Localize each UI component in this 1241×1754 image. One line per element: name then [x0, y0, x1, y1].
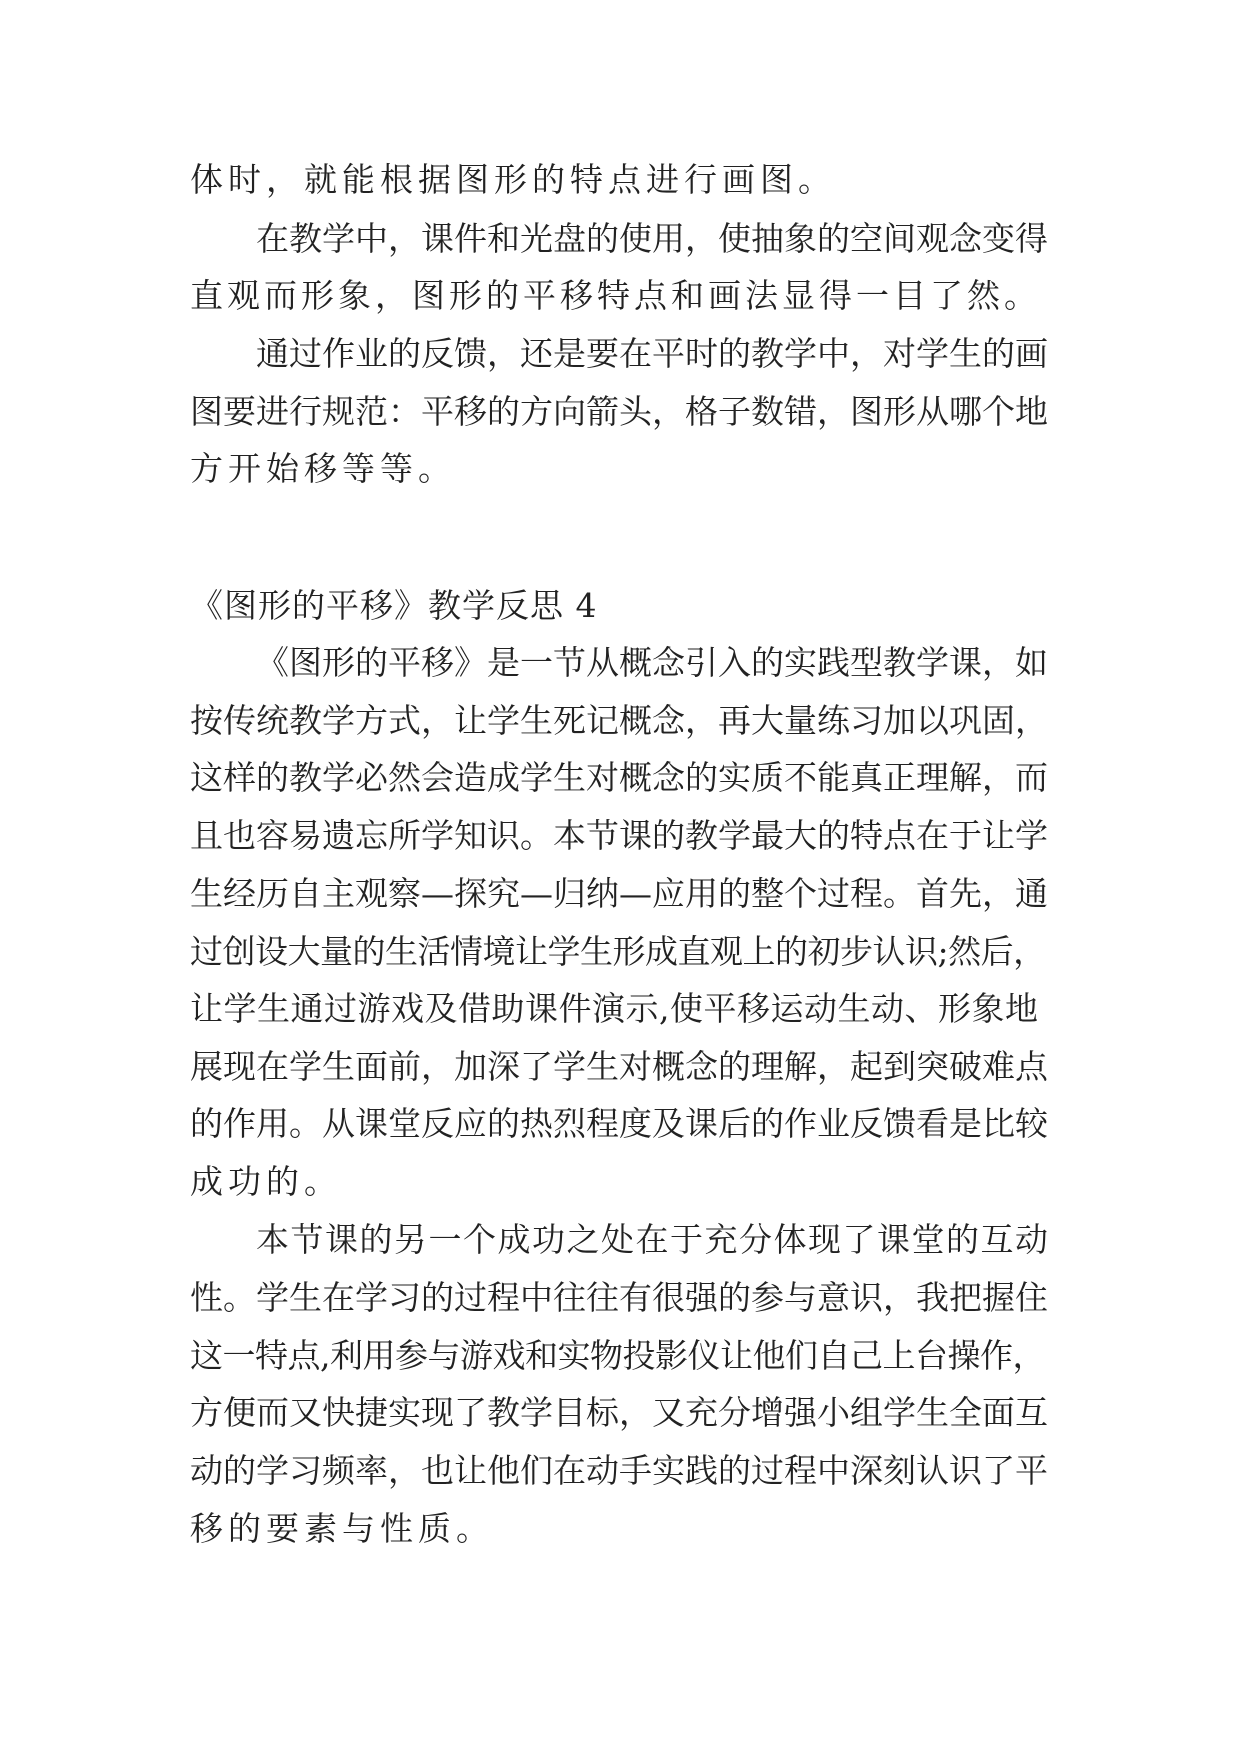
section-heading: 《图形的平移》教学反思 4 [190, 586, 598, 625]
text-line: 让学生通过游戏及借助课件演示,使平移运动生动、形象地 [190, 989, 1039, 1028]
text-line: 直观而形象，图形的平移特点和画法显得一目了然。 [190, 276, 1041, 315]
text-line: 过创设大量的生活情境让学生形成直观上的初步认识;然后， [190, 932, 1046, 971]
text-line: 通过作业的反馈，还是要在平时的教学中，对学生的画 [256, 334, 1048, 373]
text-line: 移的要素与性质。 [190, 1509, 494, 1548]
text-line: 且也容易遗忘所学知识。本节课的教学最大的特点在于让学 [190, 816, 1048, 855]
text-line: 性。学生在学习的过程中往往有很强的参与意识，我把握住 [190, 1278, 1048, 1317]
text-line: 在教学中，课件和光盘的使用，使抽象的空间观念变得 [256, 219, 1048, 258]
text-line: 这一特点,利用参与游戏和实物投影仪让他们自己上台操作， [190, 1336, 1045, 1375]
text-line: 成功的。 [190, 1162, 342, 1201]
text-line: 图要进行规范：平移的方向箭头，格子数错，图形从哪个地 [190, 392, 1048, 431]
text-line: 体时，就能根据图形的特点进行画图。 [190, 160, 836, 199]
text-line: 这样的教学必然会造成学生对概念的实质不能真正理解，而 [190, 758, 1048, 797]
text-line: 《图形的平移》是一节从概念引入的实践型教学课，如 [256, 643, 1048, 682]
text-line: 动的学习频率，也让他们在动手实践的过程中深刻认识了平 [190, 1451, 1048, 1490]
text-line: 本节课的另一个成功之处在于充分体现了课堂的互动 [256, 1220, 1050, 1259]
text-line: 方开始移等等。 [190, 449, 456, 488]
text-line: 展现在学生面前，加深了学生对概念的理解，起到突破难点 [190, 1047, 1048, 1086]
text-line: 的作用。从课堂反应的热烈程度及课后的作业反馈看是比较 [190, 1104, 1048, 1143]
text-line: 按传统教学方式，让学生死记概念，再大量练习加以巩固， [190, 701, 1048, 740]
text-line: 方便而又快捷实现了教学目标，又充分增强小组学生全面互 [190, 1393, 1048, 1432]
text-line: 生经历自主观察—探究—归纳—应用的整个过程。首先，通 [190, 874, 1048, 913]
